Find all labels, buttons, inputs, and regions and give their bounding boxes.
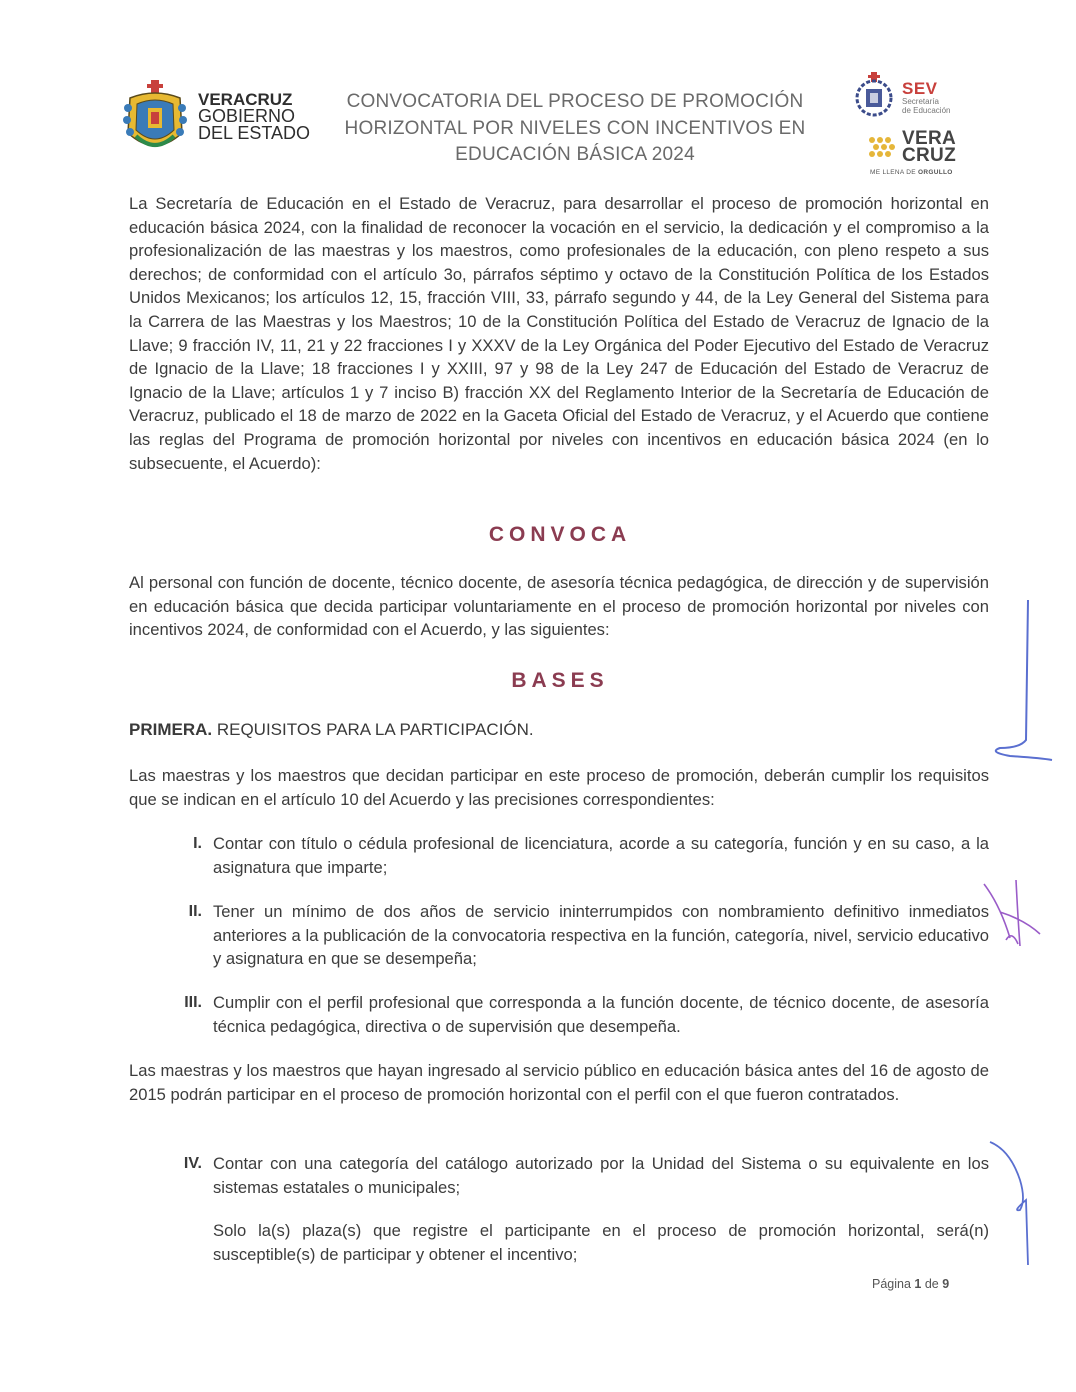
sev-sub-2: de Educación [902,106,951,115]
page-total: 9 [942,1277,950,1291]
title-line-2: HORIZONTAL POR NIVELES CON INCENTIVOS EN [344,117,806,139]
page-of-label: de [921,1277,943,1291]
title-line-3: EDUCACIÓN BÁSICA 2024 [455,144,695,165]
item-number: I. [193,835,202,852]
gov-line-1: VERACRUZ [198,90,293,109]
convoca-paragraph: Al personal con función de docente, técnico docente, de asesoría técnica pedagógica, de dirección y de supervisión en educación básica que decida participar voluntariamente en el proceso de promoción horizontal por niveles con incentivos 2024, de conformidad con el Acuerdo, y las siguientes: [129,573,989,640]
signature-stroke-purple [984,880,1040,946]
veracruz-flower-icon [866,132,900,162]
requisitos-intro: Las maestras y los maestros que decidan participar en este proceso de promoción, deberán cumplir los requisitos que se indican en el artículo 10 del Acuerdo y las precisiones correspondientes: [129,766,989,809]
item-text: Contar con una categoría del catálogo autorizado por la Unidad del Sistema o su equivalente en los sistemas estatales o municipales; [213,1154,989,1197]
slogan-part-b: ORGULLO [918,169,953,176]
ingreso-paragraph: Las maestras y los maestros que hayan ingresado al servicio público en educación básica antes del 16 de agosto de 2015 podrán participar en el proceso de promoción horizontal con el perfil con el que fueron contratados. [129,1061,989,1104]
convoca-heading: CONVOCA [488,523,632,546]
veracruz-coat-of-arms-icon [120,78,190,160]
page-current: 1 [914,1277,922,1291]
signature-stroke-right-2 [990,1142,1028,1265]
title-line-1: CONVOCATORIA DEL PROCESO DE PROMOCIÓN [346,91,804,112]
veracruz-brand-text [902,130,956,164]
vera-line-2: CRUZ [902,145,956,166]
item-text: Contar con título o cédula profesional de licenciatura, acorde a su categoría, función y en su caso, a la asignatura que imparte; [213,834,989,877]
section-primera [129,720,534,740]
primera-title: REQUISITOS PARA LA PARTICIPACIÓN. [212,720,534,739]
item-text: Cumplir con el perfil profesional que corresponda a la función docente, de técnico docente, de asesoría técnica pedagógica, directiva o de supervisión que desempeña. [213,993,989,1036]
vera-line-1: VERA [902,128,956,149]
gov-line-2: GOBIERNO [198,106,296,126]
item-text: Tener un mínimo de dos años de servicio ininterrumpidos con nombramiento definitivo inmediatos anteriores a la publicación de la convocatoria respectiva en la función, categoría, nivel, servicio educativo y asignatura en que se desempeña; [213,902,989,969]
gov-line-3: DEL ESTADO [198,123,311,143]
bases-heading: BASES [511,669,609,692]
sev-sub-1: Secretaría [902,97,939,106]
intro-paragraph: La Secretaría de Educación en el Estado de Veracruz, para desarrollar el proceso de promoción horizontal en educación básica 2024, con la finalidad de reconocer la vocación en el servicio, la dedicación y el compromiso a la profesionalización de las maestras y los maestros, como profesionales de la educación, con pleno respeto a sus derechos; de conformidad con el artículo 3o, párrafos séptimo y octavo de la Constitución Política de los Estados Unidos Mexicanos; los artículos 12, 15, fracción VIII, 33, párrafo segundo y 44, de la Ley General del Sistema para la Carrera de las Maestras y los Maestros; 10 de la Constitución Política del Estado de Veracruz de Ignacio de la Llave; 9 fracción IV, 11, 21 y 22 fracciones I y XXXV de la Ley Orgánica del Poder Ejecutivo del Estado de Veracruz de Ignacio de la Llave; 18 fracciones I y XXIII, 97 y 98 de la Ley 247 de Educación del Estado de Veracruz de Ignacio de la Llave; artículos 1 y 7 inciso B) fracción XX del Reglamento Interior de la Secretaría de Educación de Veracruz, publicado el 18 de marzo de 2022 en la Gaceta Oficial del Estado de Veracruz, y el Acuerdo que contiene las reglas del Programa de promoción horizontal por niveles con incentivos en educación básica 2024 (en lo subsecuente, el Acuerdo): [129,194,989,473]
document-title [330,89,820,169]
page-label: Página [872,1277,915,1291]
item-number: II. [188,903,202,920]
primera-label: PRIMERA. [129,720,213,739]
item-note-text: Solo la(s) plaza(s) que registre el participante en el proceso de promoción horizontal, será(n) susceptible(s) de participar y obtener el incentivo; [213,1221,989,1264]
sev-logo-text [902,80,950,115]
slogan-part-a: ME LLENA DE [870,169,919,176]
item-number: III. [184,994,202,1011]
sev-emblem-icon [852,72,896,118]
item-number: IV. [183,1155,202,1172]
veracruz-slogan [870,169,953,176]
government-name [198,91,310,142]
page-number [872,1277,949,1291]
sev-name: SEV [902,79,938,98]
